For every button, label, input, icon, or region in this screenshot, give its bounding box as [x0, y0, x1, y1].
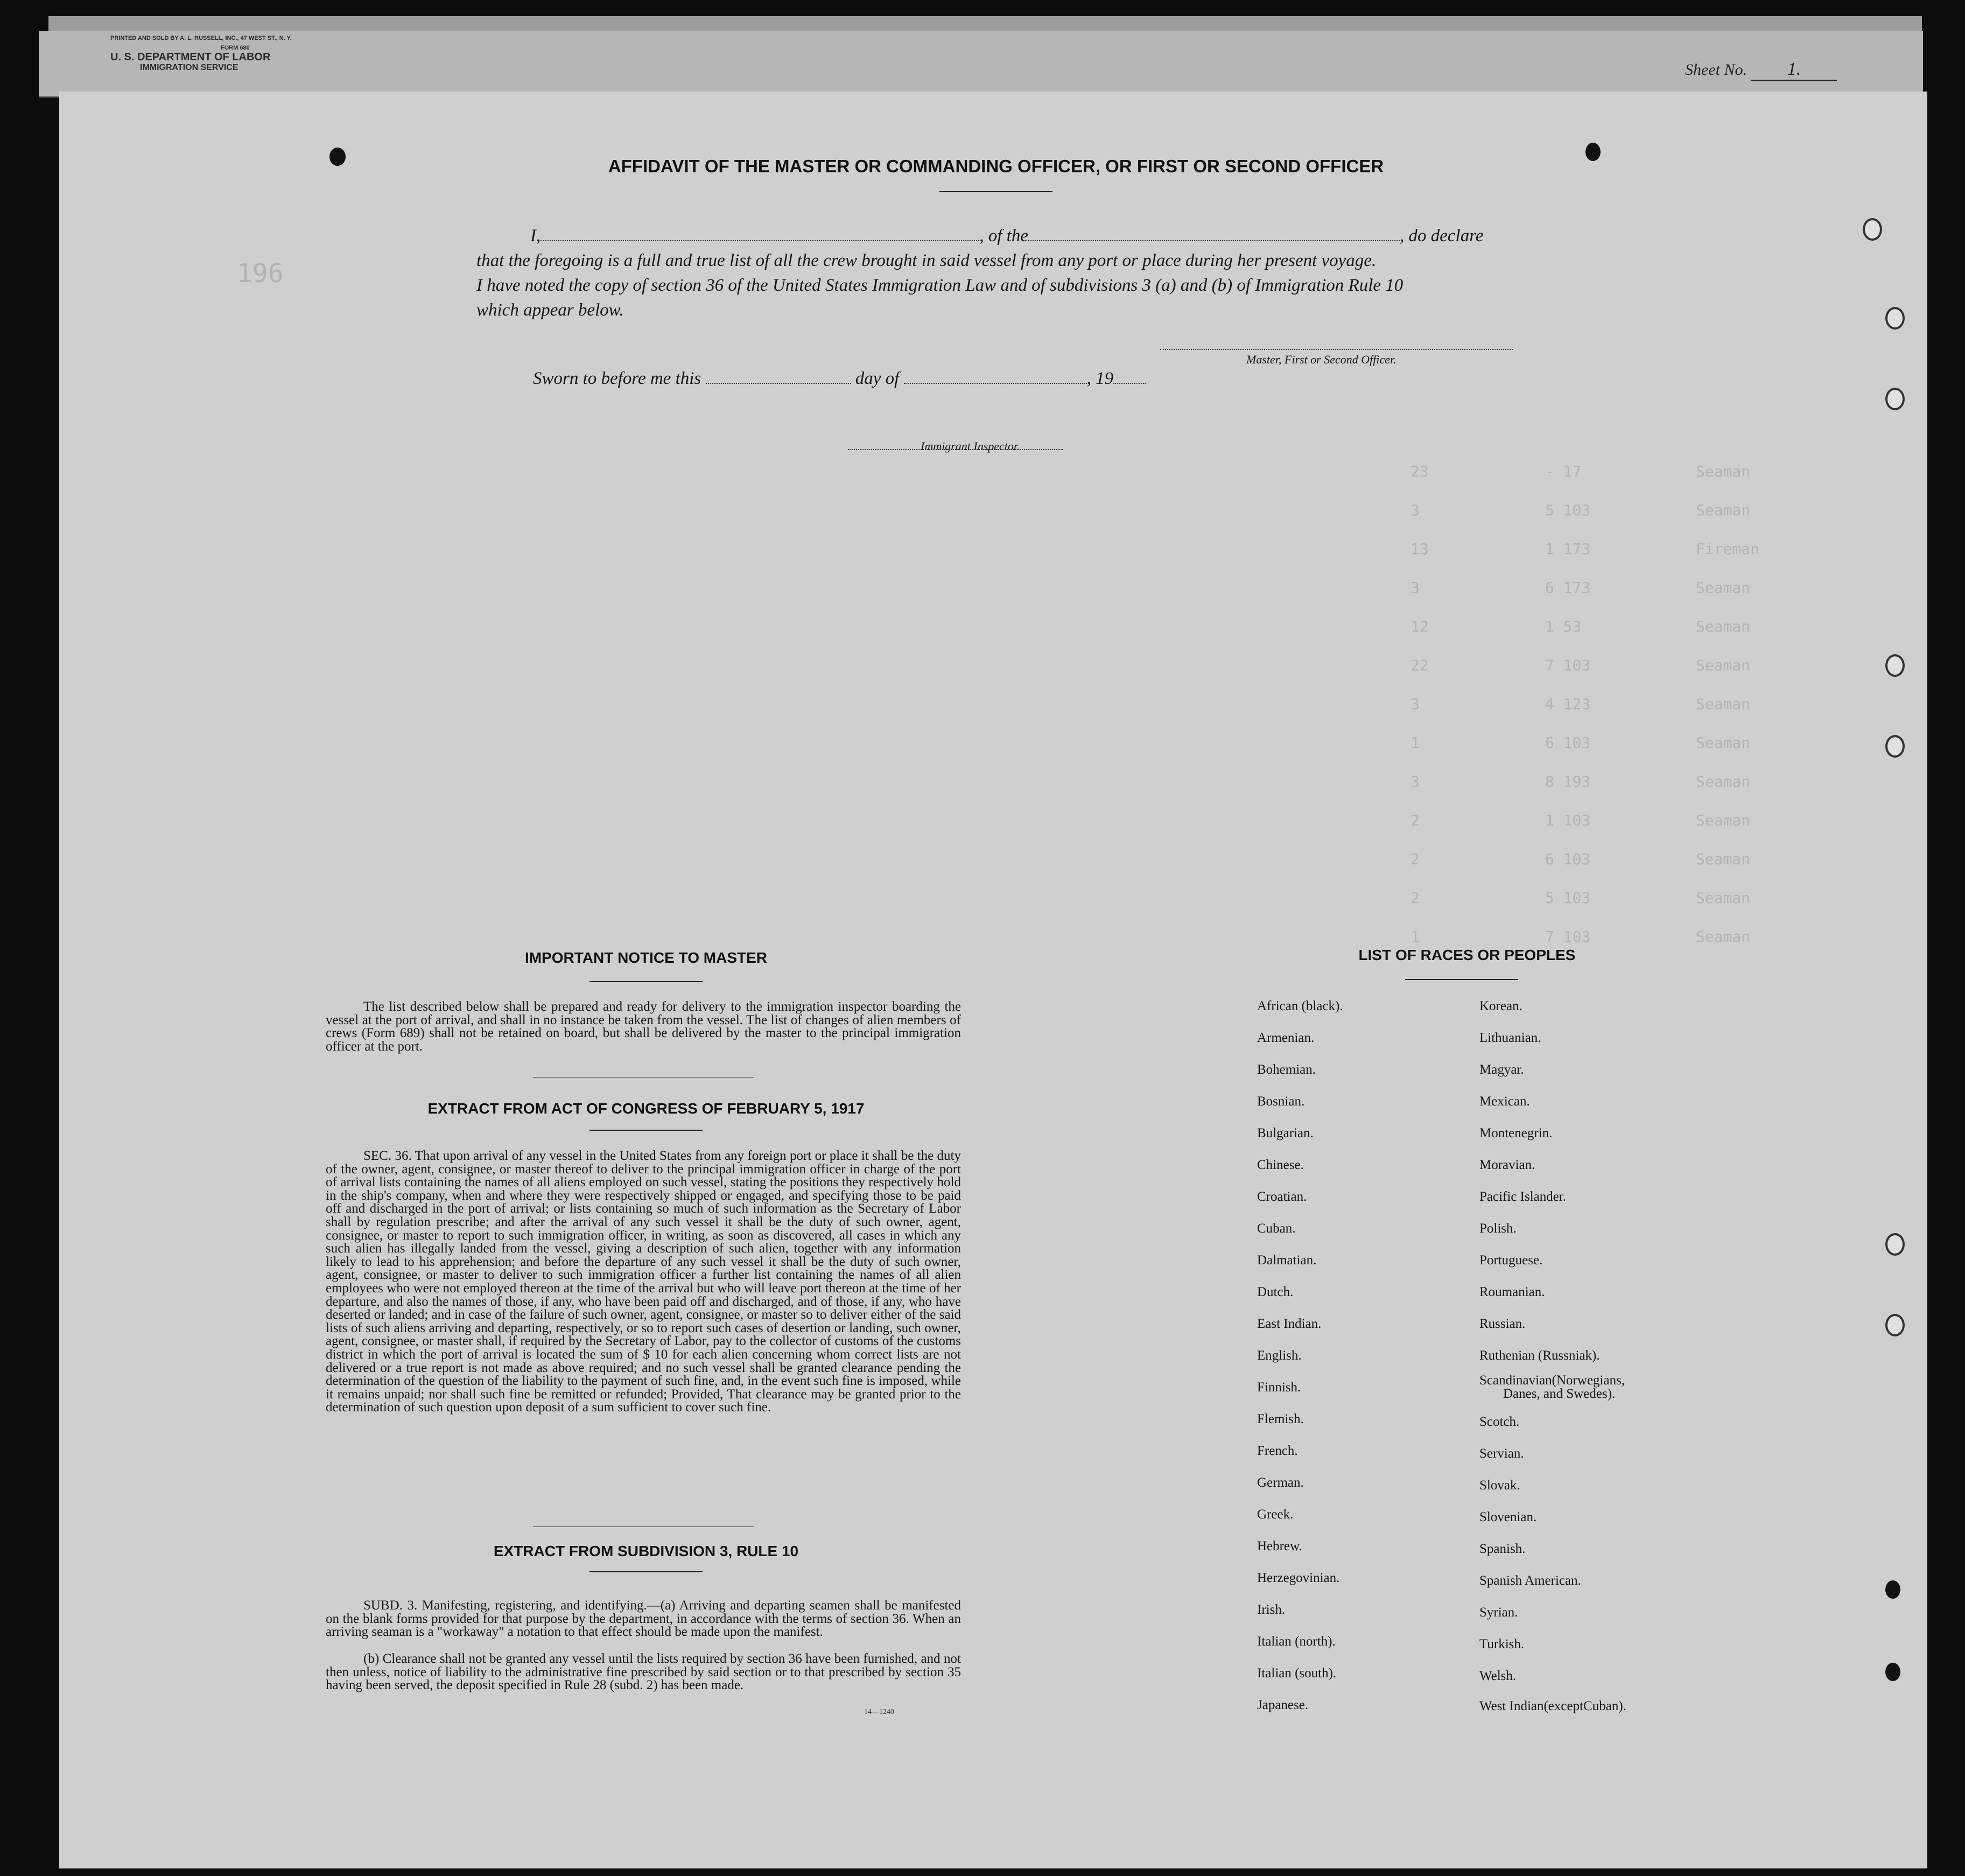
notice-text: The list described below shall be prepared and ready for delivery to the immigration inspector boarding the vessel at the port of arrival, and shall in no instance be taken from the vessel. The list of changes of alien members of crews (Form 689) shall not be retained on board, but shall be delivered by the master to the principal immigration officer at the port.: [326, 999, 961, 1054]
service-name: IMMIGRATION SERVICE: [140, 63, 238, 72]
binder-hole: [1863, 218, 1882, 241]
race-item: Dutch.: [1257, 1285, 1294, 1299]
binder-hole: [1885, 1580, 1900, 1599]
ghost-column: - 17 5 103 1 173 6 173 1 53 7 103 4 123 6 103 8 193 1 103 6 103 5 103 7 103: [1545, 463, 1591, 946]
race-item: Mexican.: [1479, 1094, 1530, 1109]
race-item: Bohemian.: [1257, 1062, 1316, 1077]
vessel-name-field[interactable]: [1028, 224, 1400, 241]
race-item: Irish.: [1257, 1602, 1286, 1617]
race-item: Scandinavian(Norwegians,: [1479, 1373, 1625, 1388]
sworn-month-field[interactable]: [904, 367, 1087, 384]
race-item: Turkish.: [1479, 1637, 1525, 1651]
ghost-column: 23 3 13 3 12 22 3 1 3 2 2 2 1: [1410, 463, 1429, 946]
race-item: Syrian.: [1479, 1605, 1518, 1620]
binder-hole: [1585, 143, 1601, 161]
affidavit-line-3: I have noted the copy of section 36 of the United States Immigration Law and of subdivisions 3 (a) and (b) of Immigration Rule 10: [476, 276, 1403, 295]
race-item: Hebrew.: [1257, 1539, 1302, 1553]
binder-hole: [329, 148, 346, 166]
binder-hole: [1885, 1233, 1905, 1256]
race-item: Roumanian.: [1479, 1285, 1545, 1299]
race-item: Flemish.: [1257, 1412, 1304, 1426]
affidavit-line-4: which appear below.: [476, 300, 624, 320]
inspector-signature-label: Immigrant Inspector.: [921, 439, 1020, 453]
race-item: East Indian.: [1257, 1317, 1322, 1331]
master-name-field[interactable]: [541, 224, 979, 241]
sworn-day-field[interactable]: [706, 367, 851, 384]
race-item: German.: [1257, 1475, 1304, 1490]
binder-hole: [1885, 388, 1905, 410]
extract-act-rule: [590, 1130, 703, 1131]
race-item: French.: [1257, 1444, 1298, 1458]
extract-act-title: EXTRACT FROM ACT OF CONGRESS OF FEBRUARY 5, 1917: [427, 1100, 865, 1117]
extract-rule-title: EXTRACT FROM SUBDIVISION 3, RULE 10: [493, 1543, 799, 1559]
race-item: Herzegovinian.: [1257, 1571, 1340, 1585]
race-item: Spanish.: [1479, 1542, 1526, 1556]
race-item: Chinese.: [1257, 1158, 1304, 1172]
race-item: English.: [1257, 1348, 1302, 1363]
race-item: Finnish.: [1257, 1380, 1301, 1395]
races-rule: [1405, 979, 1518, 980]
master-signature-field[interactable]: [1160, 349, 1513, 350]
race-item: African (black).: [1257, 999, 1343, 1013]
extract-act-text: SEC. 36. That upon arrival of any vessel in the United States from any foreign port or place it shall be the duty of the owner, agent, consignee, or master thereof to deliver to the principal immigration officer in charge of the port of arrival lists containing the names of all aliens employed on such vessel, stating the positions they respectively hold in the ship's company, when and where they were respectively shipped or engaged, and specifying those to be paid off and discharged in the port of arrival; or lists containing so much of such information as the Secretary of Labor shall by regulation prescribe; and after the arrival of any such vessel it shall be the duty of such owner, agent, consignee, or master to report to such immigration officer, in writing, as soon as discovered, all cases in which any such alien has illegally landed from the vessel, giving a description of such alien, together with any information likely to lead to his apprehension; and before the departure of any such vessel it shall be the duty of such owner, agent, consignee, or master to deliver to such immigration officer a further list containing the names of all alien employees who were not employed thereon at the time of the arrival but who will leave port thereon at the time of her departure, and also the names of those, if any, who have been paid off and discharged, and of those, if any, who have deserted or landed; and in case of the failure of such owner, agent, consignee, or master so to deliver either of the said lists of such aliens arriving and departing, respectively, or so to report such cases of desertion or landing, such owner, agent, consignee, or master shall, if required by the Secretary of Labor, pay to the collector of customs of the customs district in which the port of arrival is located the sum of $ 10 for each alien concerning whom correct lists are not delivered or a true report is not made as above required; and no such vessel shall be granted clearance pending the determination of the question of the liability to the payment of such fine, and, in the event such fine is imposed, while it remains unpaid; nor shall such fine be remitted or refunded; Provided, That clearance may be granted prior to the determination of such question upon deposit of a sum sufficient to cover such fine.: [326, 1149, 961, 1415]
race-item: Italian (north).: [1257, 1634, 1336, 1649]
race-item: Italian (south).: [1257, 1666, 1337, 1681]
race-item: Portuguese.: [1479, 1253, 1543, 1268]
sworn-line: Sworn to before me this day of , 19: [533, 366, 1146, 391]
race-item: Korean.: [1479, 999, 1522, 1013]
ghost-text: 196: [237, 258, 284, 289]
race-item: Danes, and Swedes).: [1503, 1387, 1616, 1401]
race-item: Cuban.: [1257, 1221, 1296, 1236]
binder-hole: [1885, 735, 1905, 758]
race-item: Polish.: [1479, 1221, 1517, 1236]
sheet-number: Sheet No. 1.: [1685, 59, 1837, 81]
binder-hole: [1885, 654, 1905, 677]
notice-rule: [590, 981, 703, 982]
race-item: Welsh.: [1479, 1669, 1517, 1683]
race-item: Spanish American.: [1479, 1573, 1581, 1588]
race-item: West Indian(exceptCuban).: [1479, 1699, 1626, 1713]
binder-hole: [1885, 1314, 1905, 1336]
race-item: Armenian.: [1257, 1031, 1315, 1045]
race-item: Lithuanian.: [1479, 1031, 1541, 1045]
race-item: Servian.: [1479, 1446, 1524, 1461]
race-item: Ruthenian (Russniak).: [1479, 1348, 1600, 1363]
race-item: Scotch.: [1479, 1415, 1520, 1429]
department-name: U. S. DEPARTMENT OF LABOR: [110, 51, 271, 63]
extract-rule-text-a: SUBD. 3. Manifesting, registering, and identifying.—(a) Arriving and departing seamen shall be manifested on the blank forms provided for that purpose by the department, in accordance with the terms of section 36. When an arriving seaman is a "workaway" a notation to that effect should be made upon the manifest.: [326, 1598, 961, 1640]
notice-title: IMPORTANT NOTICE TO MASTER: [524, 949, 768, 966]
extract-rule-rule: [590, 1571, 703, 1572]
affidavit-line-2: that the foregoing is a full and true list of all the crew brought in said vessel from any port or place during her present voyage.: [476, 251, 1377, 270]
race-item: Bulgarian.: [1257, 1126, 1314, 1140]
race-item: Russian.: [1479, 1317, 1526, 1331]
printer-line: PRINTED AND SOLD BY A. L. RUSSELL, INC., 47 WEST ST., N. Y.: [110, 35, 292, 41]
race-item: Croatian.: [1257, 1189, 1307, 1204]
race-item: Montenegrin.: [1479, 1126, 1553, 1140]
race-item: Moravian.: [1479, 1158, 1535, 1172]
form-code: 14—1240: [864, 1708, 894, 1716]
races-title: LIST OF RACES OR PEOPLES: [1358, 947, 1576, 963]
race-item: Slovenian.: [1479, 1510, 1537, 1524]
race-item: Greek.: [1257, 1507, 1294, 1522]
affidavit-line-1: I, , of the , do declare: [530, 223, 1483, 248]
race-item: Japanese.: [1257, 1698, 1309, 1712]
form-number: FORM 680: [221, 45, 250, 51]
race-item: Pacific Islander.: [1479, 1189, 1567, 1204]
race-item: Magyar.: [1479, 1062, 1524, 1077]
race-item: Slovak.: [1479, 1478, 1520, 1493]
sworn-year-field[interactable]: [1113, 367, 1146, 384]
binder-hole: [1885, 1663, 1900, 1681]
race-item: Dalmatian.: [1257, 1253, 1317, 1268]
race-item: Bosnian.: [1257, 1094, 1305, 1109]
extract-rule-text-b: (b) Clearance shall not be granted any vessel until the lists required by section 36 have been furnished, and not then unless, notice of liability to the administrative fine prescribed by said section or to that prescribed by section 35 having been served, the deposit specified in Rule 28 (subd. 2) has been made.: [326, 1651, 961, 1693]
master-signature-label: Master, First or Second Officer.: [1246, 353, 1396, 366]
binder-hole: [1885, 307, 1905, 330]
ghost-column: Seaman Seaman Fireman Seaman Seaman Seaman Seaman Seaman Seaman Seaman Seaman Seaman Seaman: [1696, 463, 1760, 946]
back-sheet: [39, 31, 1923, 97]
affidavit-title: AFFIDAVIT OF THE MASTER OR COMMANDING OFFICER, OR FIRST OR SECOND OFFICER: [608, 156, 1384, 176]
title-rule: [939, 191, 1052, 192]
